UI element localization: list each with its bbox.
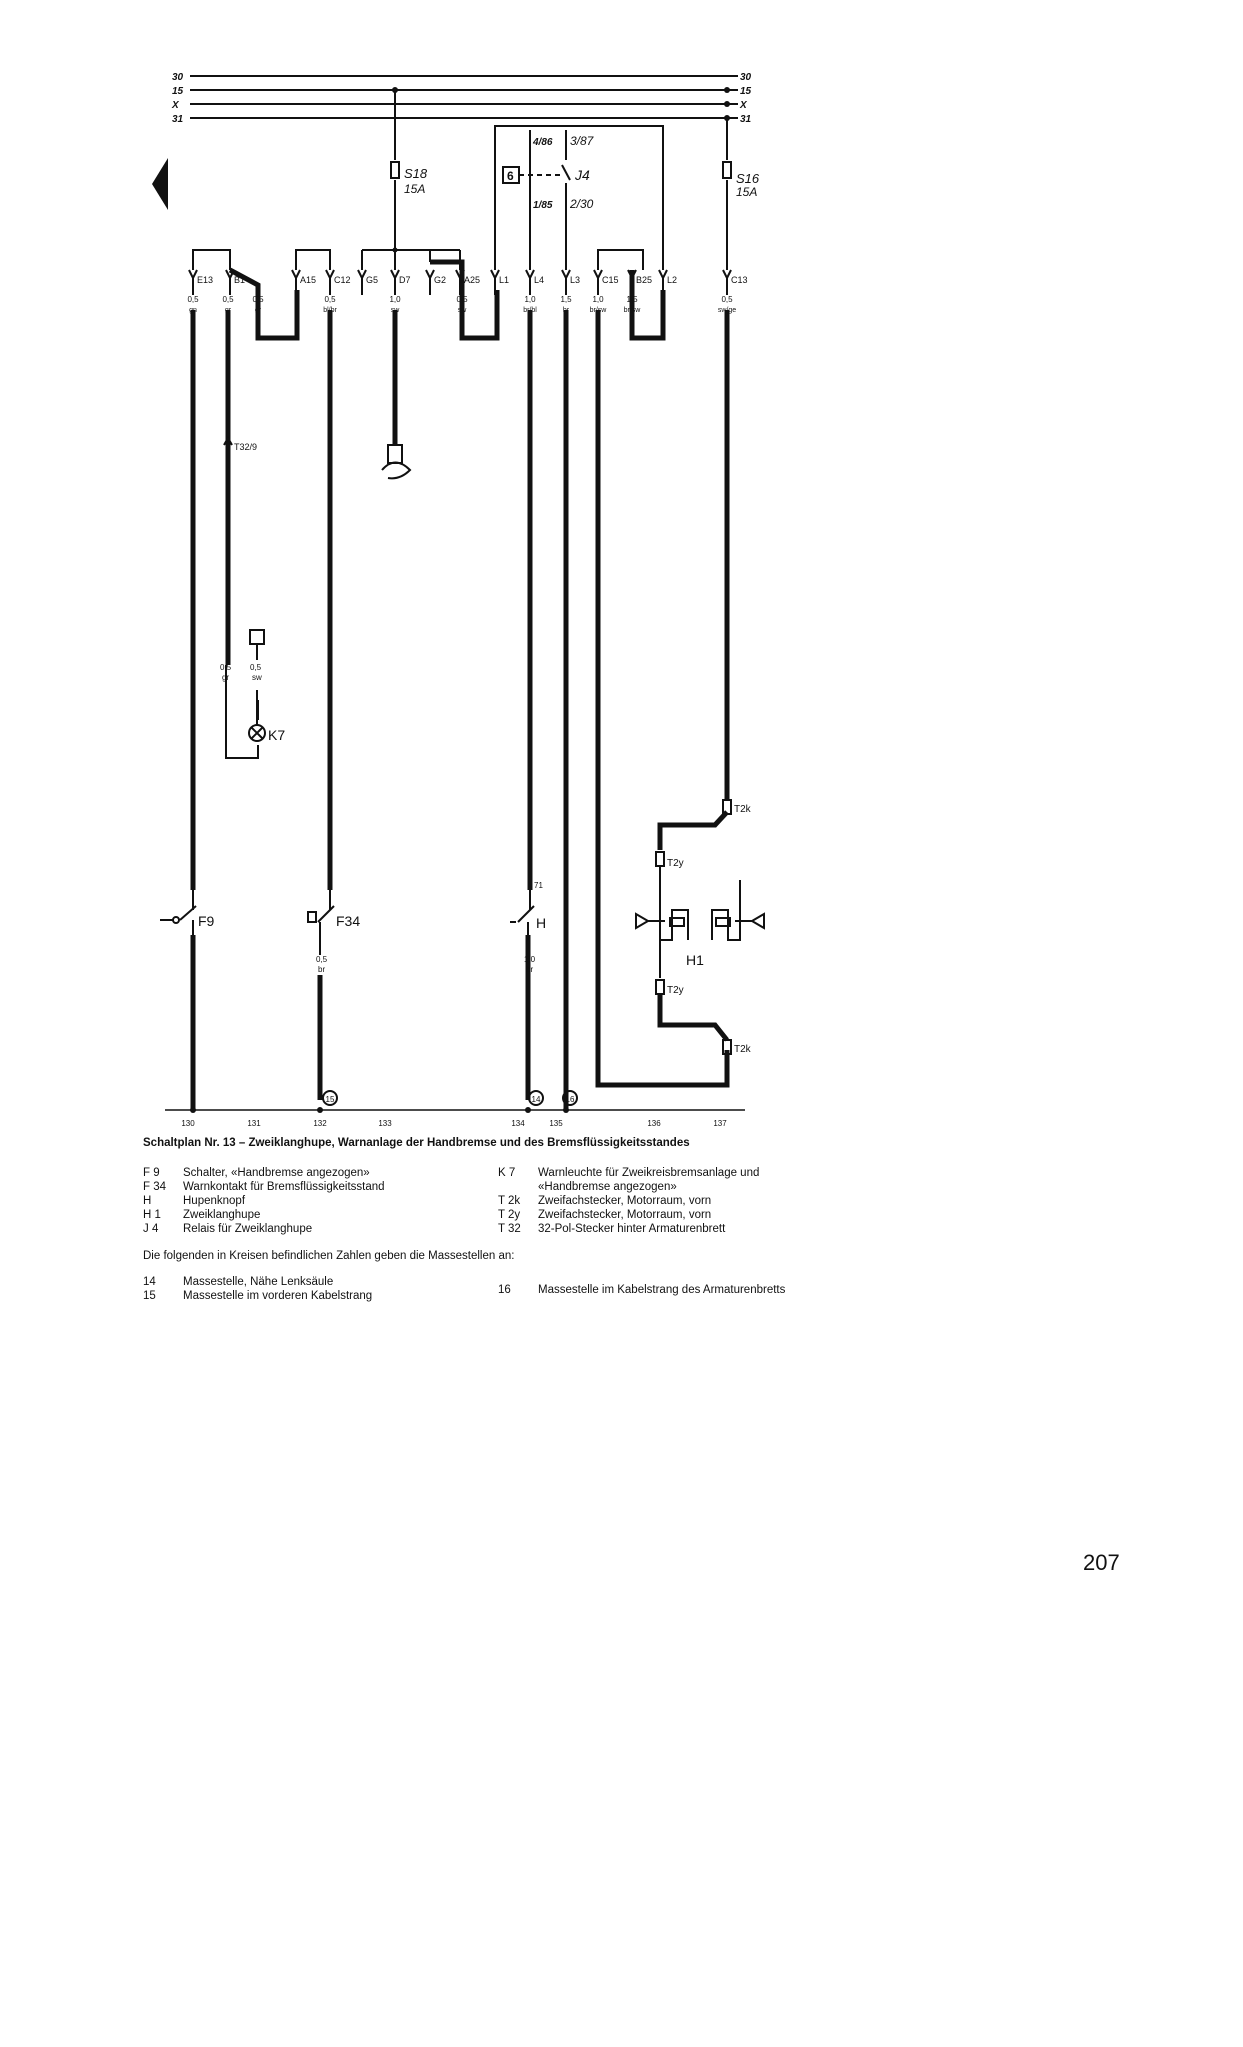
k7-top-color: gr <box>222 673 230 682</box>
bus-label-15-left: 15 <box>172 86 184 97</box>
ground-mark-14-label: 14 <box>531 1095 541 1104</box>
ground-note: Die folgenden in Kreisen befindlichen Zahlen geben die Massestellen an: <box>143 1250 515 1262</box>
legend-code: F 34 <box>143 1181 167 1193</box>
fuse-s16 <box>723 118 731 270</box>
k7-label: K7 <box>268 727 286 743</box>
ground-legend-row <box>143 1289 372 1303</box>
legend-code: K 7 <box>498 1167 516 1179</box>
legend-row <box>143 1180 385 1194</box>
t2y-top-label: T2y <box>667 858 684 869</box>
terminal-label: A15 <box>300 275 317 285</box>
legend-code: F 9 <box>143 1167 160 1179</box>
k7-right-size: 0,5 <box>250 663 262 672</box>
t32-label: T32/9 <box>234 442 258 452</box>
wire-size-label: 0,5 <box>456 295 468 304</box>
t2k-bottom-label: T2k <box>734 1044 751 1055</box>
bus-label-x-right: X <box>740 100 747 111</box>
ground-legend-text: Massestelle im Kabelstrang des Armaturenbretts <box>538 1284 786 1296</box>
page-number: 207 <box>1083 1550 1120 1575</box>
bus-label-31-left: 31 <box>172 114 184 125</box>
wire-size-label: 1,0 <box>592 295 604 304</box>
terminal-label: D7 <box>399 275 411 285</box>
ground-legend-code: 14 <box>143 1276 156 1288</box>
legend-text: 32-Pol-Stecker hinter Armaturenbrett <box>538 1223 726 1235</box>
relay-pin-2-30: 2/30 <box>570 197 594 211</box>
f34-color: br <box>318 965 326 974</box>
legend-row <box>498 1180 759 1194</box>
wire-color-label: br/sw <box>589 307 607 314</box>
horn-button-h <box>510 890 534 935</box>
switch-f9 <box>160 890 196 935</box>
legend-row <box>498 1166 759 1180</box>
legend-text: Warnleuchte für Zweikreisbremsanlage und <box>538 1167 760 1179</box>
bus-label-15-right: 15 <box>740 86 752 97</box>
terminal-label: C15 <box>602 275 619 285</box>
legend-text: Zweiklanghupe <box>183 1209 261 1221</box>
scale-number: 130 <box>181 1119 195 1128</box>
wire-size-label: 0,5 <box>222 295 234 304</box>
terminal-g2 <box>426 270 446 295</box>
t2k-top-label: T2k <box>734 804 751 815</box>
wire-color-label: sw <box>457 307 467 314</box>
terminal-l4 <box>526 270 544 295</box>
ground-legend-text: Massestelle, Nähe Lenksäule <box>183 1276 334 1288</box>
scale-number: 135 <box>549 1119 563 1128</box>
ground-mark-15-label: 15 <box>325 1095 335 1104</box>
terminal-label: C12 <box>334 275 351 285</box>
ground-legend-right <box>498 1283 785 1297</box>
legend-text: Schalter, «Handbremse angezogen» <box>183 1167 370 1179</box>
legend-code: H 1 <box>143 1209 161 1221</box>
legend-row <box>143 1194 385 1208</box>
h-label: H <box>536 915 547 931</box>
h-size: 1,0 <box>524 955 536 964</box>
warning-lamp-k7 <box>249 630 265 741</box>
f34-size: 0,5 <box>316 955 328 964</box>
wire-size-label: 1,0 <box>389 295 401 304</box>
legend-row <box>143 1208 385 1222</box>
relay-pin-3-87: 3/87 <box>570 134 594 148</box>
scale-number: 133 <box>378 1119 392 1128</box>
ground-legend-code: 15 <box>143 1290 156 1302</box>
wire-color-label: gr <box>254 307 262 314</box>
wire-size-label: 0,5 <box>187 295 199 304</box>
h-color: br <box>526 965 534 974</box>
f9-label: F9 <box>198 913 215 929</box>
terminal-label: B1 <box>234 275 246 285</box>
legend-row <box>143 1166 385 1180</box>
fuse-s18-id: S18 <box>404 166 428 181</box>
ground-legend-text: Massestelle im vorderen Kabelstrang <box>183 1290 373 1302</box>
relay-pin-4-86: 4/86 <box>533 137 553 148</box>
relay-id: J4 <box>575 167 590 183</box>
wire-color-label: sw <box>390 307 400 314</box>
wire-size-label: 0,5 <box>721 295 733 304</box>
terminal-label: L1 <box>499 275 510 285</box>
ground-legend-row <box>498 1283 785 1297</box>
legend-code: T 2y <box>498 1209 521 1221</box>
scale-number: 131 <box>247 1119 261 1128</box>
wire-color-label: bl/br <box>323 307 337 314</box>
legend-code: T 32 <box>498 1223 521 1235</box>
wire-size-label: 1,0 <box>524 295 536 304</box>
terminal-label: L3 <box>570 275 581 285</box>
terminal-label: E13 <box>197 275 214 285</box>
terminal-c12 <box>326 270 351 295</box>
t2y-bottom-label: T2y <box>667 985 684 996</box>
wire-size-label: 0,5 <box>324 295 336 304</box>
terminal-label: A25 <box>464 275 481 285</box>
terminal-loops <box>193 250 643 270</box>
bus-bars <box>190 76 738 121</box>
terminal-label: B25 <box>636 275 653 285</box>
fuse-s16-rating: 15A <box>736 185 758 199</box>
terminal-label: L4 <box>534 275 545 285</box>
k7-top-size: 0,5 <box>220 663 232 672</box>
bus-label-x-left: X <box>172 100 179 111</box>
terminal-label: L2 <box>667 275 678 285</box>
terminal-label: C13 <box>731 275 748 285</box>
ground-mark-16-label: 16 <box>565 1095 575 1104</box>
legend-text: Zweifachstecker, Motorraum, vorn <box>538 1195 712 1207</box>
bus-label-30-right: 30 <box>740 72 752 83</box>
scale-row <box>181 1119 727 1128</box>
k7-right-color: sw <box>252 673 262 682</box>
legend-text: Zweifachstecker, Motorraum, vorn <box>538 1209 712 1221</box>
wire-size-label: 0,5 <box>252 295 264 304</box>
h1-label: H1 <box>686 952 704 968</box>
wire-color-label: sw/ge <box>717 307 737 314</box>
relay-pin-1-85: 1/85 <box>533 200 553 211</box>
switch-f34 <box>308 890 334 955</box>
legend-text: Warnkontakt für Bremsflüssigkeitsstand <box>183 1181 385 1193</box>
legend-row <box>143 1222 385 1236</box>
relay-plug-number: 6 <box>507 169 514 183</box>
legend-text: Relais für Zweiklanghupe <box>183 1223 313 1235</box>
bus-label-31-right: 31 <box>740 114 752 125</box>
fuse-s16-id: S16 <box>736 171 760 186</box>
terminal-l1 <box>491 270 509 295</box>
ground-legend-left <box>143 1275 372 1303</box>
scale-number: 134 <box>511 1119 525 1128</box>
terminal-c13 <box>723 270 748 295</box>
wire-color-label: gn <box>189 307 197 314</box>
wire-color-label: br <box>562 307 570 314</box>
terminal-c15 <box>594 270 619 295</box>
wire-size-label: 1,5 <box>560 295 572 304</box>
h-pin-label: 71 <box>534 881 543 890</box>
wire-paths <box>193 262 727 1110</box>
terminal-label: G5 <box>366 275 379 285</box>
legend-code: H <box>143 1195 152 1207</box>
legend-text: «Handbremse angezogen» <box>538 1181 677 1193</box>
legend-code <box>498 1180 538 1194</box>
terminal-d7 <box>391 270 411 295</box>
scale-number: 137 <box>713 1119 727 1128</box>
wire-color-label: gr <box>224 307 232 314</box>
ground-legend-code: 16 <box>498 1284 511 1296</box>
legend-code: T 2k <box>498 1195 521 1207</box>
scale-number: 136 <box>647 1119 661 1128</box>
fuse-s18-rating: 15A <box>404 182 426 196</box>
page-marker-triangle <box>152 158 168 210</box>
f34-label: F34 <box>336 913 361 929</box>
legend-right <box>498 1166 759 1236</box>
legend-text: Hupenknopf <box>183 1195 246 1207</box>
legend-row <box>498 1208 759 1222</box>
legend-row <box>498 1194 759 1208</box>
wire-size-label: 1,5 <box>626 295 638 304</box>
diagram-caption: Schaltplan Nr. 13 – Zweiklanghupe, Warnanlage der Handbremse und des Bremsflüssigkeitsstandes <box>143 1137 690 1149</box>
wire-color-label: br/sw <box>623 307 641 314</box>
legend-left <box>143 1166 385 1236</box>
terminal-e13 <box>189 270 213 295</box>
terminal-g5 <box>358 270 378 295</box>
terminal-label: G2 <box>434 275 447 285</box>
scale-number: 132 <box>313 1119 327 1128</box>
ground-legend-row <box>143 1275 372 1289</box>
horn-h1-circuit <box>636 800 764 1054</box>
terminal-l3 <box>562 270 580 295</box>
bus-label-30-left: 30 <box>172 72 184 83</box>
legend-code: J 4 <box>143 1223 159 1235</box>
wire-color-label: br/bl <box>523 307 537 314</box>
ground-symbol-relay <box>382 445 410 478</box>
legend-row <box>498 1222 759 1236</box>
